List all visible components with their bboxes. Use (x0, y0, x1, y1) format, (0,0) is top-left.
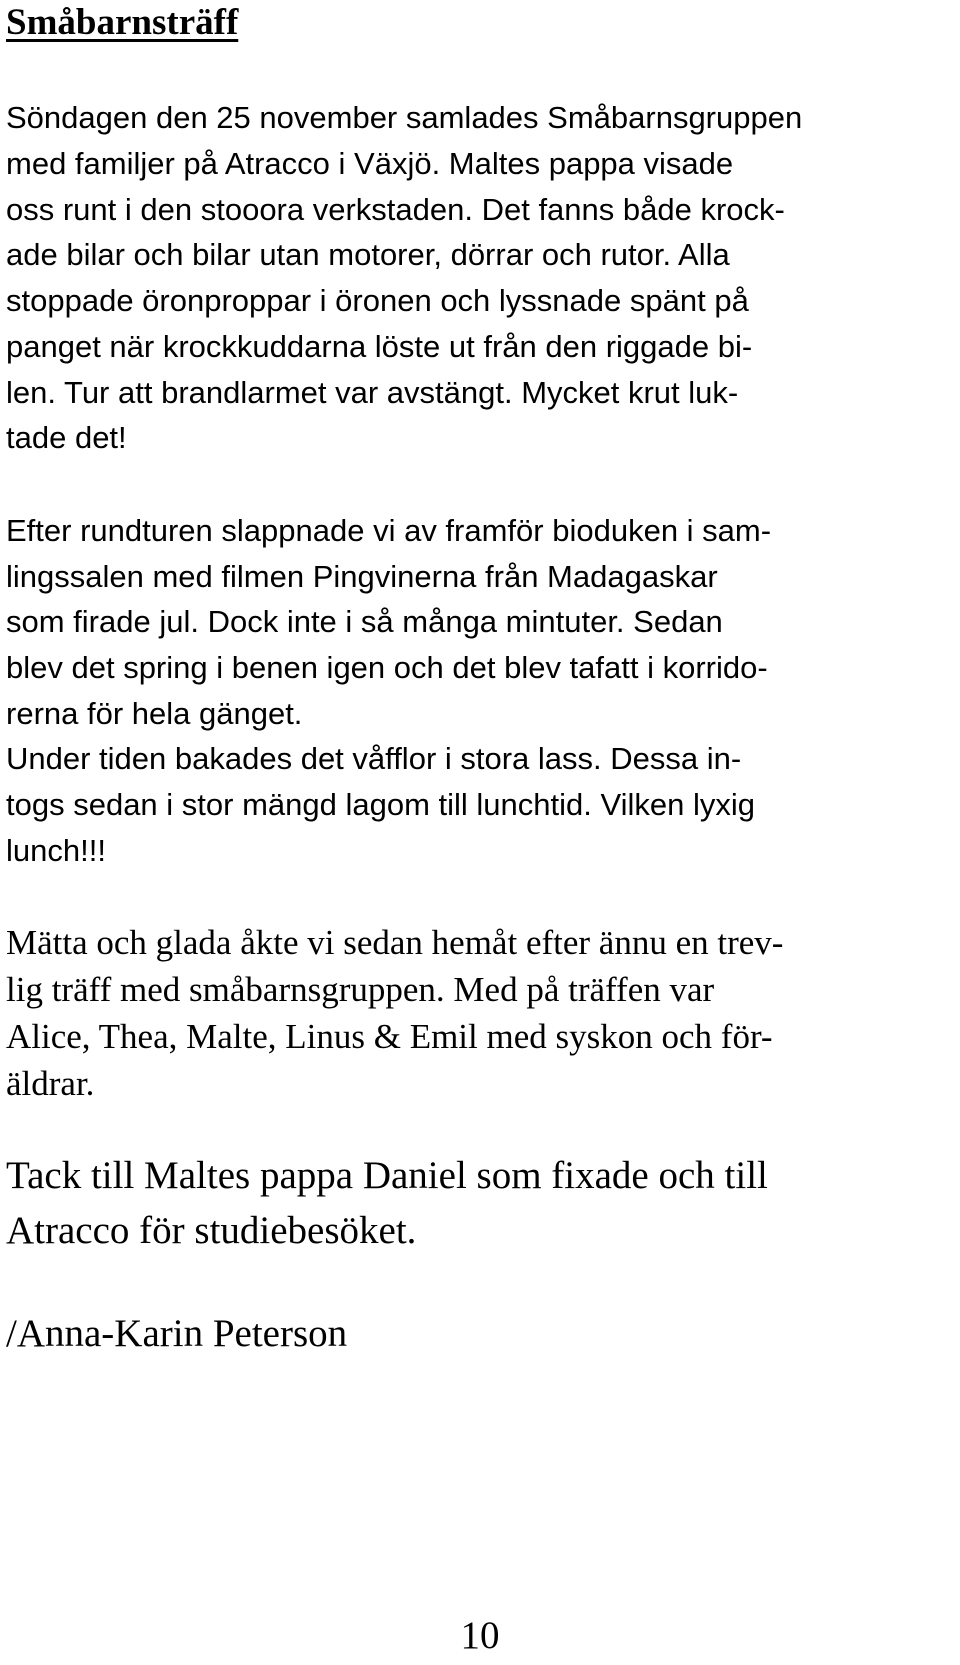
paragraph2-line-3: som firade jul. Dock inte i så många mintuter. Sedan (6, 604, 723, 639)
signature: /Anna-Karin Peterson (6, 1312, 348, 1355)
paragraph2-line-7: togs sedan i stor mängd lagom till lunchtid. Vilken lyxig (6, 787, 755, 822)
paragraph3-line-4: äldrar. (6, 1064, 95, 1103)
paragraph4-line-1: Tack till Maltes pappa Daniel som fixade och till (6, 1154, 768, 1197)
paragraph1-line-4: ade bilar och bilar utan motorer, dörrar och rutor. Alla (6, 237, 730, 272)
paragraph1-line-8: tade det! (6, 420, 127, 455)
paragraph2-line-4: blev det spring i benen igen och det blev tafatt i korrido- (6, 650, 768, 685)
paragraph1-line-2: med familjer på Atracco i Växjö. Maltes pappa visade (6, 146, 734, 181)
paragraph1-line-5: stoppade öronproppar i öronen och lyssnade spänt på (6, 283, 749, 318)
paragraph2-line-5: rerna för hela gänget. (6, 696, 303, 731)
paragraph3-line-1: Mätta och glada åkte vi sedan hemåt efter ännu en trev- (6, 923, 784, 962)
paragraph1-line-6: panget när krockkuddarna löste ut från den riggade bi- (6, 329, 753, 364)
paragraph1-line-7: len. Tur att brandlarmet var avstängt. Mycket krut luk- (6, 375, 739, 410)
paragraph1-line-1: Söndagen den 25 november samlades Småbarnsgruppen (6, 100, 803, 135)
paragraph3-line-2: lig träff med småbarnsgruppen. Med på träffen var (6, 970, 715, 1009)
paragraph2-line-6: Under tiden bakades det våfflor i stora lass. Dessa in- (6, 741, 742, 776)
paragraph2-line-1: Efter rundturen slappnade vi av framför bioduken i sam- (6, 513, 772, 548)
paragraph2-line-2: lingssalen med filmen Pingvinerna från Madagaskar (6, 559, 718, 594)
paragraph1-line-3: oss runt i den stooora verkstaden. Det fanns både krock- (6, 192, 785, 227)
paragraph2-line-8: lunch!!! (6, 833, 106, 868)
paragraph3-line-3: Alice, Thea, Malte, Linus & Emil med syskon och för- (6, 1017, 773, 1056)
page-number: 10 (460, 1614, 500, 1657)
article-title: Småbarnsträff (6, 2, 239, 43)
paragraph4-line-2: Atracco för studiebesöket. (6, 1209, 417, 1252)
